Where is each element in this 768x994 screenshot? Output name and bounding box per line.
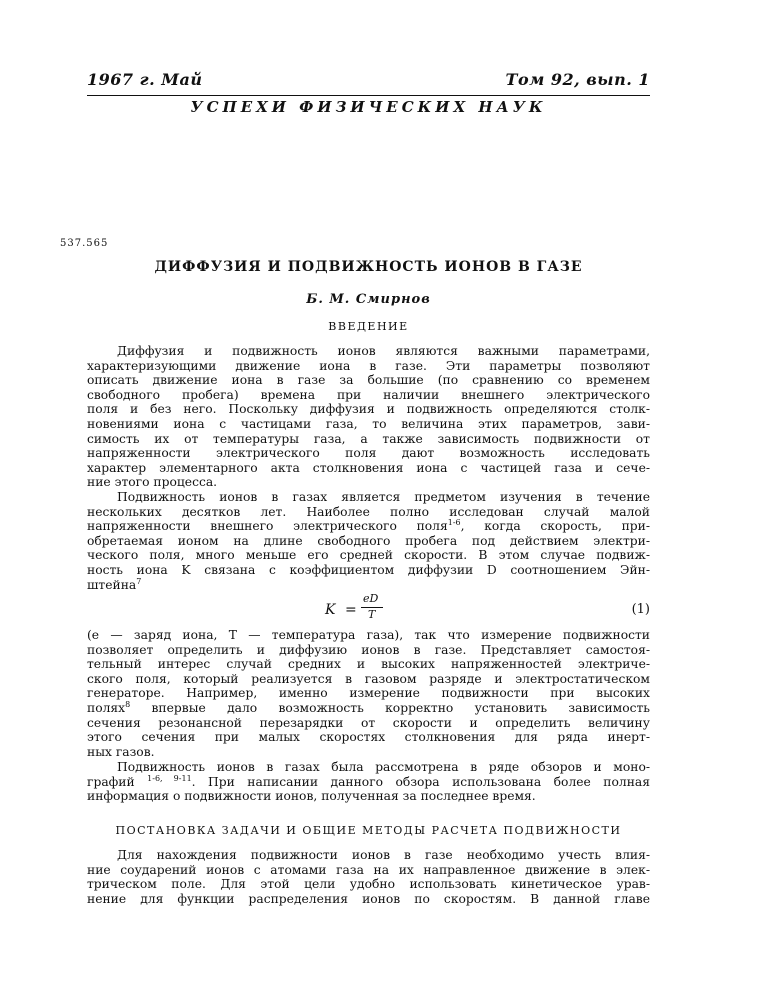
text-segment: впервые дало возможность корректно установить зависимость	[130, 700, 650, 715]
equation-denominator: T	[368, 608, 376, 621]
text-line: ние этого процесса.	[87, 475, 218, 490]
reference-mark: 1-6	[447, 519, 461, 528]
text-line: трическом поле. Для этой цели удобно использовать кинетическое урав-	[87, 877, 650, 892]
text-segment: графий	[87, 774, 135, 789]
text-line: (e — заряд иона, T — температура газа), так что измерение подвижности	[87, 628, 650, 642]
text-line: сечения резонансной перезарядки от скорости и определить величину	[87, 715, 650, 730]
equation-number: (1)	[631, 602, 650, 617]
equation-1	[87, 592, 650, 622]
text-line: позволяет определить и диффузию ионов в газе. Представляет самостоя-	[87, 642, 650, 657]
text-line: обретаемая ионом на длине свободного пробега под действием электри-	[87, 533, 650, 548]
issue-date: 1967 г. Май	[87, 70, 203, 89]
text-line: свободного пробега) времена при наличии внешнего электрического	[87, 387, 650, 402]
text-line: ных газов.	[87, 744, 155, 759]
text-line: характер элементарного акта столкновения иона с частицей газа и сече-	[87, 460, 650, 475]
paragraph-2	[87, 490, 650, 592]
volume-number: Том 92, вып. 1	[505, 70, 650, 89]
text-line: Диффузия и подвижность ионов являются важными параметрами,	[117, 344, 650, 358]
equation-numerator: eD	[363, 592, 379, 605]
intro-heading: ВВЕДЕНИЕ	[328, 320, 409, 333]
text-segment: полях	[87, 700, 126, 715]
text-line	[87, 701, 650, 716]
text-line: характеризующими движение иона в газе. Эти параметры позволяют	[87, 358, 650, 373]
text-line	[87, 578, 650, 593]
text-line: ние соударений ионов с атомами газа на их направленное движение в элек-	[87, 862, 650, 877]
text-line: Подвижность ионов в газах была рассмотрена в ряде обзоров и моно-	[117, 760, 650, 774]
text-line: нескольких десятков лет. Наиболее полно исследован случай малой	[87, 504, 650, 519]
text-line: генераторе. Например, именно измерение подвижности при высоких	[87, 686, 650, 701]
equation-lhs: K	[325, 602, 336, 618]
text-line: поля и без него. Поскольку диффузия и подвижность определяются столк-	[87, 402, 650, 417]
section-heading: ПОСТАНОВКА ЗАДАЧИ И ОБЩИЕ МЕТОДЫ РАСЧЕТА ПОДВИЖНОСТИ	[115, 824, 622, 837]
text-line: симость их от температуры газа, а также зависимость подвижности от	[87, 431, 650, 446]
text-line: Для нахождения подвижности ионов в газе необходимо учесть влия-	[117, 848, 650, 862]
reference-mark: 8	[125, 700, 131, 709]
text-line	[87, 519, 650, 534]
text-line: ность иона K связана с коэффициентом диффузии D соотношением Эйн-	[87, 562, 650, 577]
article-title: ДИФФУЗИЯ И ПОДВИЖНОСТЬ ИОНОВ В ГАЗЕ	[154, 259, 583, 275]
text-segment: напряженности внешнего электрического поля	[87, 519, 448, 534]
reference-mark: 1-6, 9-11	[147, 774, 192, 783]
paragraph-4	[87, 760, 650, 804]
text-line: ского поля, который реализуется в газовом разряде и электростатическом	[87, 671, 650, 686]
text-line: нение для функции распределения ионов по скоростям. В данной главе	[87, 891, 650, 906]
header-rule	[87, 95, 650, 96]
udc-code: 537.565	[60, 238, 109, 249]
text-segment: . При написании данного обзора использована более полная	[191, 774, 650, 789]
author-name: Б. М. Смирнов	[306, 292, 431, 307]
paragraph-1	[87, 344, 650, 490]
text-line: Подвижность ионов в газах является предметом изучения в течение	[117, 490, 650, 504]
paragraph-5	[87, 848, 650, 906]
text-line: этого сечения при малых скоростях столкновения для ряда инерт-	[87, 730, 650, 745]
text-line: ческого поля, много меньше его средней скорости. В этом случае подвиж-	[87, 548, 650, 563]
reference-mark: 7	[136, 577, 142, 586]
text-segment: , когда скорость, при-	[460, 519, 650, 534]
equation-equals: =	[345, 602, 357, 618]
text-line: новениями иона с частицами газа, то величина этих параметров, зави-	[87, 416, 650, 431]
paragraph-3	[87, 628, 650, 759]
journal-title: УСПЕХИ ФИЗИЧЕСКИХ НАУК	[190, 98, 547, 116]
text-line	[87, 775, 650, 790]
text-line: напряженности электрического поля дают возможность исследовать	[87, 446, 650, 461]
text-line: тельный интерес случай средних и высоких напряженностей электриче-	[87, 657, 650, 672]
text-line: информация о подвижности ионов, полученная за последнее время.	[87, 789, 536, 804]
text-segment: штейна	[87, 577, 137, 592]
text-line: описать движение иона в газе за большие (по сравнению со временем	[87, 373, 650, 388]
